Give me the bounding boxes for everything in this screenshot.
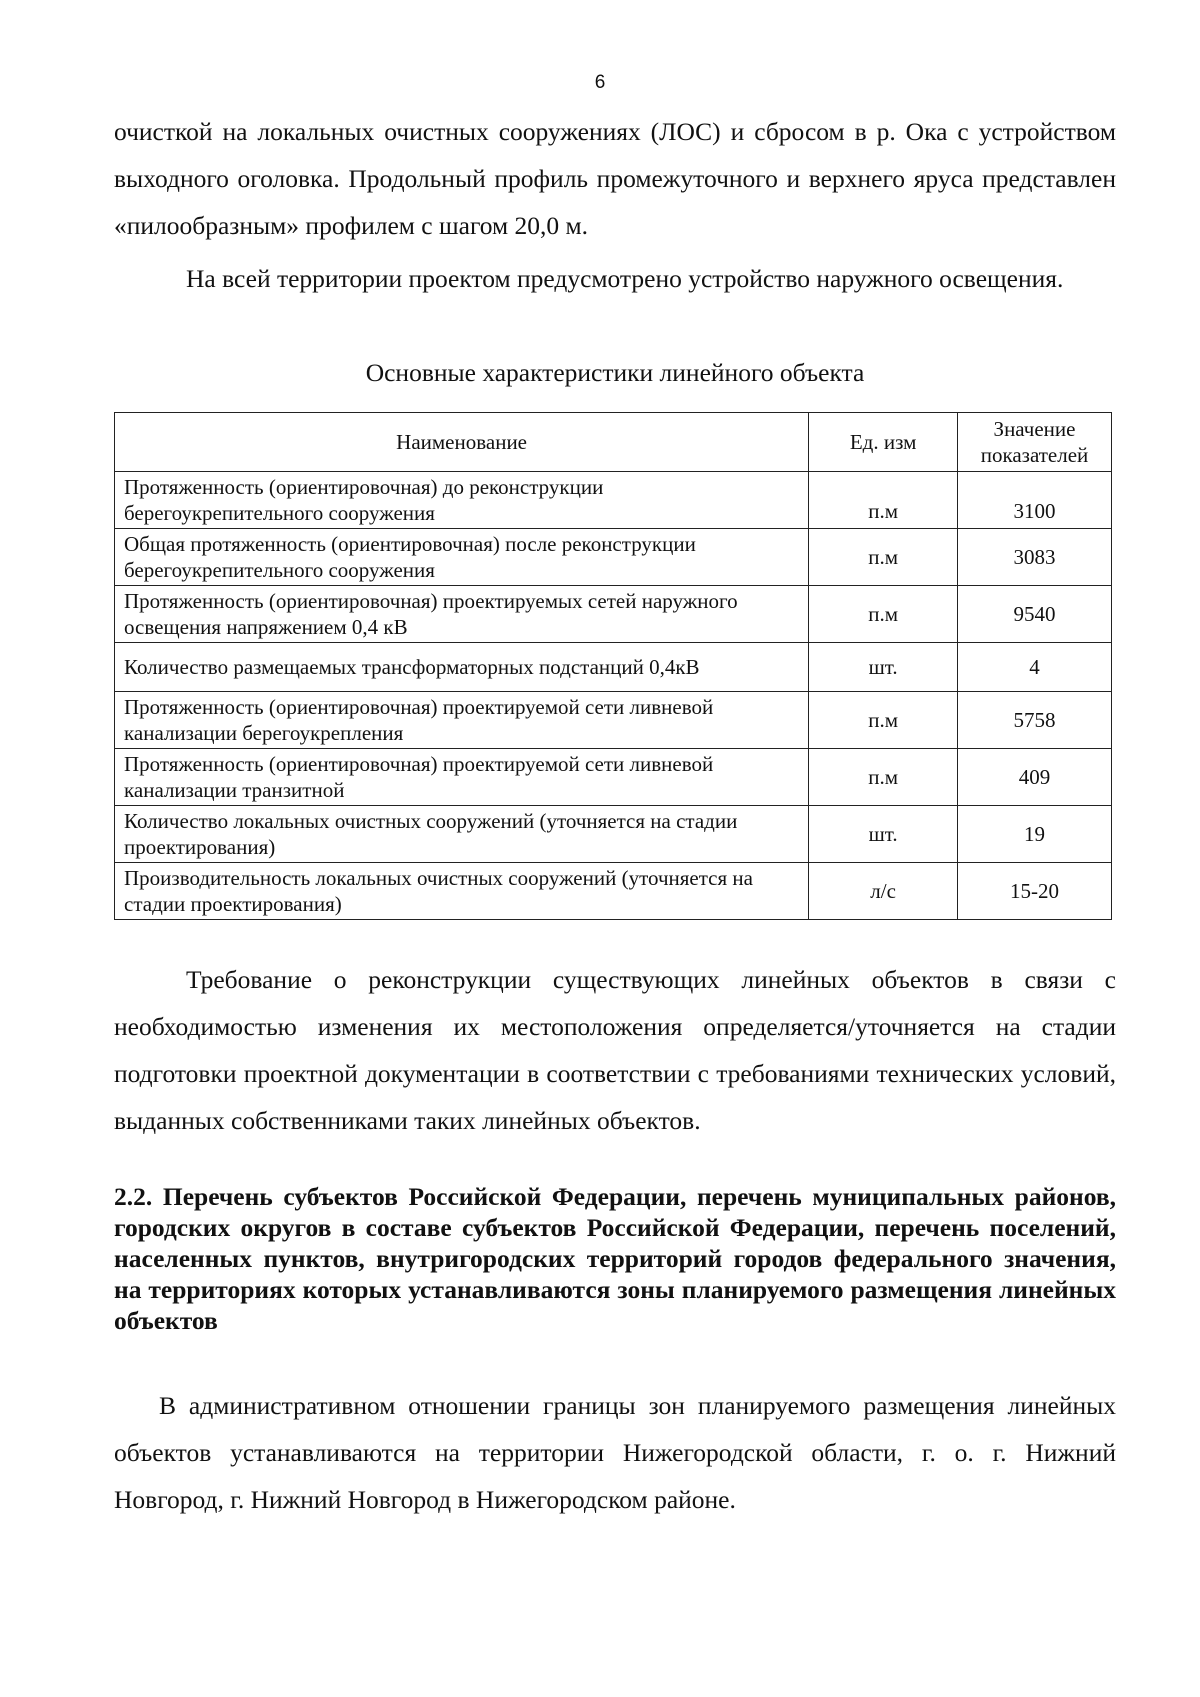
- table-row: [115, 586, 1112, 643]
- characteristics-table: [114, 412, 1112, 920]
- row-name: Общая протяженность (ориентировочная) после реконструкции берегоукрепительного сооружения: [115, 529, 809, 586]
- row-value: 409: [958, 749, 1112, 806]
- paragraph-lighting: На всей территории проектом предусмотрено устройство наружного освещения.: [186, 264, 1064, 293]
- page-number: 6: [594, 72, 606, 93]
- row-unit: шт.: [809, 643, 958, 692]
- header-name: Наименование: [115, 413, 809, 472]
- row-value: 4: [958, 643, 1112, 692]
- row-unit: л/с: [809, 863, 958, 920]
- row-value: 15-20: [958, 863, 1112, 920]
- header-unit: Ед. изм: [809, 413, 958, 472]
- table-row: [115, 472, 1112, 529]
- table-header-row: [115, 413, 1112, 472]
- paragraph-administrative: В административном отношении границы зон планируемого размещения линейных объектов устанавливаются на территории Нижегородской области, г. о. г. Нижний Новгород, г. Нижний Новгород в Нижегородском районе.: [114, 1391, 1116, 1514]
- row-unit: п.м: [809, 692, 958, 749]
- table-row: [115, 643, 1112, 692]
- row-value: 3083: [958, 529, 1112, 586]
- row-value: 5758: [958, 692, 1112, 749]
- row-unit: п.м: [809, 472, 958, 529]
- table-row: [115, 863, 1112, 920]
- section-heading: 2.2. Перечень субъектов Российской Федерации, перечень муниципальных районов, городских округов в составе субъектов Российской Федерации, перечень поселений, населенных пунктов, внутригородских территорий городов федерального значения, на территориях которых устанавливаются зоны планируемого размещения линейных объектов: [114, 1182, 1116, 1335]
- header-value: Значение показателей: [958, 413, 1112, 472]
- paragraph-reconstruction: Требование о реконструкции существующих линейных объектов в связи с необходимостью изменения их местоположения определяется/уточняется на стадии подготовки проектной документации в соответствии с требованиями технических условий, выданных собственниками таких линейных объектов.: [114, 965, 1116, 1135]
- row-name: Протяженность (ориентировочная) до реконструкции берегоукрепительного сооружения: [115, 472, 809, 529]
- row-unit: шт.: [809, 806, 958, 863]
- table-row: [115, 529, 1112, 586]
- table-caption: Основные характеристики линейного объекта: [365, 358, 865, 387]
- row-unit: п.м: [809, 749, 958, 806]
- row-name: Протяженность (ориентировочная) проектируемой сети ливневой канализации берегоукрепления: [115, 692, 809, 749]
- paragraph-continuation: очисткой на локальных очистных сооружениях (ЛОС) и сбросом в р. Ока с устройством выходного оголовка. Продольный профиль промежуточного и верхнего яруса представлен «пилообразным» профилем с шагом 20,0 м.: [114, 117, 1116, 240]
- table-row: [115, 749, 1112, 806]
- row-value: 9540: [958, 586, 1112, 643]
- row-name: Протяженность (ориентировочная) проектируемых сетей наружного освещения напряжением 0,4 кВ: [115, 586, 809, 643]
- row-name: Протяженность (ориентировочная) проектируемой сети ливневой канализации транзитной: [115, 749, 809, 806]
- row-name: Количество локальных очистных сооружений (уточняется на стадии проектирования): [115, 806, 809, 863]
- row-unit: п.м: [809, 529, 958, 586]
- row-value: 19: [958, 806, 1112, 863]
- table-row: [115, 692, 1112, 749]
- table-row: [115, 806, 1112, 863]
- row-unit: п.м: [809, 586, 958, 643]
- row-name: Производительность локальных очистных сооружений (уточняется на стадии проектирования): [115, 863, 809, 920]
- row-value: 3100: [958, 472, 1112, 529]
- row-name: Количество размещаемых трансформаторных подстанций 0,4кВ: [115, 643, 809, 692]
